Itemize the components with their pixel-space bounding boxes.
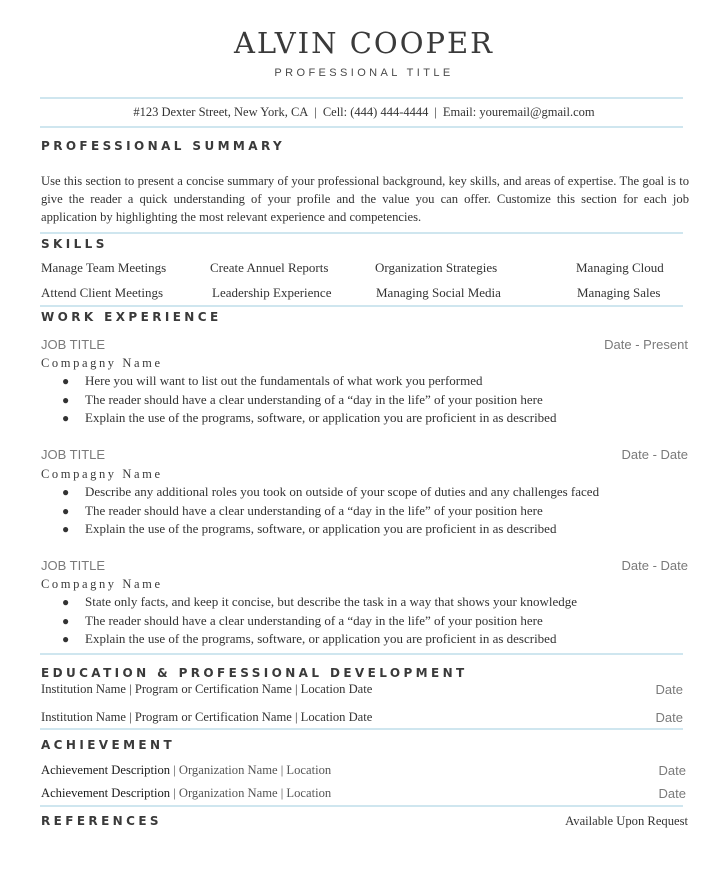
references-heading: REFERENCES xyxy=(41,814,162,828)
job-bullets xyxy=(62,483,599,539)
job-title: JOB TITLE xyxy=(41,447,106,462)
contact-separator: | xyxy=(314,105,317,119)
bullet-item: ● The reader should have a clear understanding of a “day in the life” of your position here xyxy=(62,612,577,631)
education-entry: Institution Name | Program or Certification Name | Location Date xyxy=(41,682,373,696)
bullet-dot-icon: ● xyxy=(62,503,70,518)
bullet-item: ● Describe any additional roles you took on outside of your scope of duties and any challenges faced xyxy=(62,483,599,502)
summary-text: Use this section to present a concise summary of your professional background, key skills, and areas of expertise. The goal is to give the reader a quick understanding of your profile and the value you can offer. Customize this section for each job application by highlighting the most relevant experience and competencies. xyxy=(41,174,689,224)
experience-rule xyxy=(40,653,683,655)
bullet-item: ● The reader should have a clear understanding of a “day in the life” of your position here xyxy=(62,391,556,410)
achievement-date: Date xyxy=(658,786,686,801)
skills-rule xyxy=(40,305,683,307)
bullet-dot-icon: ● xyxy=(62,374,70,388)
skill-item: Attend Client Meetings xyxy=(41,285,164,300)
bullet-dot-icon: ● xyxy=(62,595,70,609)
summary-rule xyxy=(40,232,683,234)
references-value: Available Upon Request xyxy=(565,814,688,828)
contact-separator: | xyxy=(434,105,437,119)
skill-item: Leadership Experience xyxy=(212,285,332,300)
skill-item: Organization Strategies xyxy=(375,260,498,275)
achievement-details: | Organization Name | Location xyxy=(170,786,332,800)
achievement-date: Date xyxy=(658,763,686,778)
skill-item: Managing Social Media xyxy=(376,285,501,300)
education-entry: Institution Name | Program or Certification Name | Location Date xyxy=(41,710,373,724)
contact-address: #123 Dexter Street, New York, CA xyxy=(133,105,309,119)
company-name: Compagny Name xyxy=(41,577,163,591)
skill-item: Managing Sales xyxy=(577,285,661,300)
experience-heading: WORK EXPERIENCE xyxy=(41,310,222,324)
education-heading: EDUCATION & PROFESSIONAL DEVELOPMENT xyxy=(41,666,468,680)
skills-heading: SKILLS xyxy=(41,237,108,251)
header-rule-bottom xyxy=(40,126,683,128)
bullet-dot-icon: ● xyxy=(62,392,70,407)
achievement-entry xyxy=(41,786,331,801)
contact-cell: Cell: (444) 444-4444 xyxy=(322,105,429,119)
achievement-entry xyxy=(41,763,331,778)
job-title: JOB TITLE xyxy=(41,337,106,352)
achievement-description: Achievement Description xyxy=(41,786,171,800)
header-rule-top xyxy=(40,97,683,99)
bullet-dot-icon: ● xyxy=(62,411,70,425)
bullet-item: ● Explain the use of the programs, software, or application you are proficient in as described xyxy=(62,630,577,649)
job-bullets xyxy=(62,372,556,428)
bullet-item: ● The reader should have a clear understanding of a “day in the life” of your position here xyxy=(62,502,599,521)
skill-item: Managing Cloud xyxy=(576,260,664,275)
job-title: JOB TITLE xyxy=(41,558,106,573)
contact-email[interactable]: Email: youremail@gmail.com xyxy=(442,105,595,119)
company-name: Compagny Name xyxy=(41,467,163,481)
candidate-name: ALVIN COOPER xyxy=(233,26,494,60)
bullet-dot-icon: ● xyxy=(62,632,70,646)
professional-title: PROFESSIONAL TITLE xyxy=(274,67,454,79)
bullet-dot-icon: ● xyxy=(62,485,70,499)
bullet-item: ● State only facts, and keep it concise, but describe the task in a way that shows your knowledge xyxy=(62,593,577,612)
achievement-details: | Organization Name | Location xyxy=(170,763,332,777)
company-name: Compagny Name xyxy=(41,356,163,370)
bullet-item: ● Explain the use of the programs, software, or application you are proficient in as described xyxy=(62,409,556,428)
education-rule xyxy=(40,728,683,730)
bullet-item: ● Here you will want to list out the fundamentals of what work you performed xyxy=(62,372,556,391)
job-date: Date - Present xyxy=(604,337,688,352)
job-date: Date - Date xyxy=(621,558,688,573)
education-date: Date xyxy=(655,682,683,697)
achievement-description: Achievement Description xyxy=(41,763,171,777)
bullet-dot-icon: ● xyxy=(62,522,70,536)
achievement-rule xyxy=(40,805,683,807)
education-date: Date xyxy=(655,710,683,725)
job-bullets xyxy=(62,593,577,649)
bullet-dot-icon: ● xyxy=(62,613,70,628)
achievement-heading: ACHIEVEMENT xyxy=(41,738,176,752)
skill-item: Create Annuel Reports xyxy=(210,260,329,275)
summary-heading: PROFESSIONAL SUMMARY xyxy=(41,139,286,153)
skill-item: Manage Team Meetings xyxy=(41,260,167,275)
job-date: Date - Date xyxy=(621,447,688,462)
bullet-item: ● Explain the use of the programs, software, or application you are proficient in as described xyxy=(62,520,599,539)
contact-line xyxy=(0,105,728,120)
